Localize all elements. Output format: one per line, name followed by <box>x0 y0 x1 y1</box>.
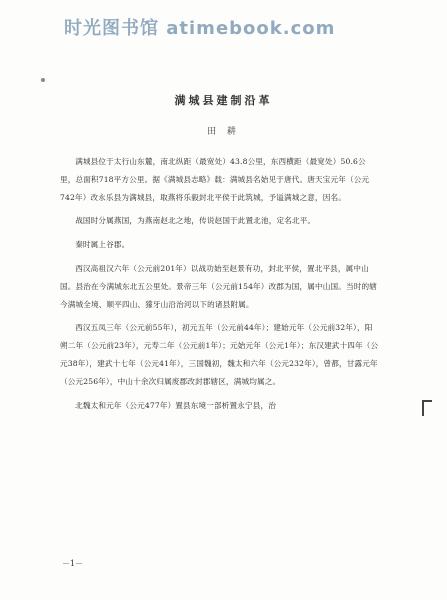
margin-bracket-mark <box>422 400 432 416</box>
site-watermark: 时光图书馆 atimebook.com <box>64 18 336 39</box>
document-title: 满城县建制沿革 <box>174 94 273 107</box>
paragraph-warring-states: 战国时分属燕国，为燕南赵北之地，传说赵国于此置北池，定名北平。 <box>75 216 316 226</box>
scan-speck <box>41 78 45 82</box>
paragraph-qin: 秦时属上谷郡。 <box>75 240 130 250</box>
page-number: －1－ <box>62 559 84 568</box>
document-body <box>60 153 380 420</box>
paragraph-han-to-wei: 西汉五凤三年（公元前55年），初元五年（公元前44年）；建始元年（公元前32年），阳朔二年（公元前23年），元寿二年（公元前1年）；元始元年（公元1年）；东汉建武十四年（公元38年），建武十七年（公元41年），三国魏初，魏太和六年（公元232年），曾都，甘露元年（公元256年），中山十余次归属废郡改封郡辖区，满城均属之。 <box>60 323 379 386</box>
document-author: 田 耕 <box>207 127 240 137</box>
paragraph-northern-wei: 北魏太和元年（公元477年）置县东境一部析置永宁县，治 <box>75 400 276 410</box>
paragraph-western-han: 西汉高祖汉六年（公元前201年）以战功始至赵景有功，封北平侯，置北平县，属中山国。县治在今满城东北五公里处。景帝三年（公元前154年）改郡为国，属中山国。当时的辖今满城全境、顺平四山、獴牙山沿治河以下的诸县附属。 <box>60 263 377 309</box>
paragraph-location: 满城县位于太行山东麓，南北纵距（最宽处）43.8公里，东西横距（最宽处）50.6公里，总面积718平方公里。据《满城县志略》载：满城县名始见于唐代。唐天宝元年（公元742年）改永乐县为满城县，取燕将乐毅封北平侯于此筑城，予谥满城之意，因名。 <box>60 157 370 202</box>
